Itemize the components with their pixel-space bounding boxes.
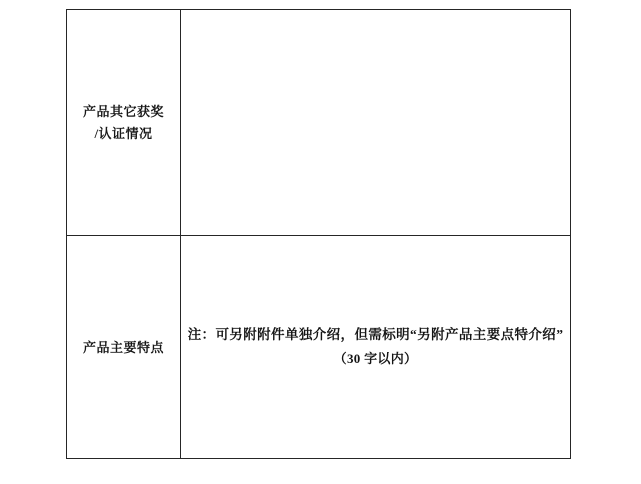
table-row-features [67,236,571,459]
row-label-awards-cell [67,10,181,236]
features-note-line2: （30 字以内） [333,351,418,366]
row-content-features-cell[interactable] [181,236,571,459]
row-label-awards-line2: /认证情况 [94,126,153,141]
features-note-line1: 注：可另附附件单独介绍，但需标明“另附产品主要点特介绍” [187,327,564,342]
row-label-features-line1: 产品主要特点 [82,339,164,355]
awards-content-empty-area [181,10,570,235]
features-note-block [181,323,570,371]
row-label-awards-line1: 产品其它获奖 [82,104,164,119]
table-row-awards [67,10,571,236]
row-label-features-cell [67,236,181,459]
product-info-form-table [66,9,571,459]
row-content-awards-cell[interactable] [181,10,571,236]
